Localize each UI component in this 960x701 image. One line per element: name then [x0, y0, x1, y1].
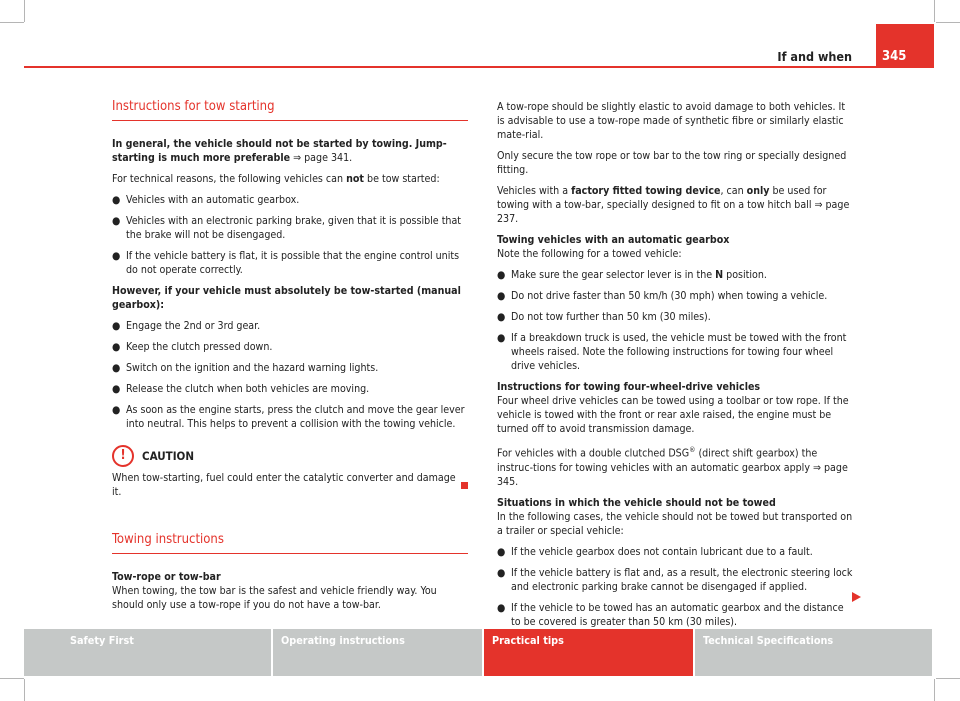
- crop-mark: [0, 678, 24, 679]
- list-item: ● If a breakdown truck is used, the vehicle must be towed with the front wheels raised. Note the following instructions for towing four wheel drive vehicles.: [497, 332, 847, 372]
- footer-tab-operating-instructions[interactable]: Operating instructions: [273, 629, 482, 676]
- list-item: ● Release the clutch when both vehicles are moving.: [112, 383, 370, 395]
- exclamation-circle-icon: !: [112, 445, 134, 467]
- footer-tab-practical-tips[interactable]: Practical tips: [484, 629, 693, 676]
- fwd-heading: Instructions for towing four-wheel-drive vehicles: [497, 381, 761, 393]
- list-item: ● Do not drive faster than 50 km/h (30 mph) when towing a vehicle.: [497, 290, 828, 302]
- list-item: ● If the vehicle to be towed has an automatic gearbox and the distance to be covered is greater than 50 km (30 miles).: [497, 601, 844, 628]
- list-item: ● Switch on the ignition and the hazard warning lights.: [112, 362, 379, 374]
- list-item: ● As soon as the engine starts, press the clutch and move the gear lever into neutral. This helps to prevent a collision with the towing vehicle.: [112, 404, 465, 430]
- chapter-title: If and when: [777, 49, 852, 64]
- header-rule: [24, 66, 934, 68]
- caution-text-row: [112, 471, 468, 499]
- situations-heading: Situations in which the vehicle should not be towed: [497, 496, 776, 509]
- list-item: ● Engage the 2nd or 3rd gear.: [112, 320, 261, 332]
- crop-mark: [936, 22, 960, 23]
- list-item: ● If the vehicle gearbox does not contain lubricant due to a fault.: [497, 545, 813, 558]
- triangle-right-icon: [852, 592, 861, 602]
- footer-nav: [24, 629, 934, 676]
- left-column: [112, 100, 468, 619]
- footer-tab-safety-first[interactable]: Safety First: [24, 629, 271, 676]
- crop-mark: [934, 0, 935, 22]
- list-item: ● Vehicles with an electronic parking brake, given that it is possible that the brake will not be disengaged.: [112, 215, 462, 241]
- list-item: ● Keep the clutch pressed down.: [112, 341, 273, 353]
- situations-intro: In the following cases, the vehicle should not be towed but transported on a trailer or special vehicle:: [497, 510, 853, 537]
- list-item: ● If the vehicle battery is flat and, as a result, the electronic steering lock and electronic parking brake cannot be disengaged if applied.: [497, 566, 853, 593]
- page-number: 345: [876, 24, 934, 68]
- dsg-paragraph: For vehicles with a double clutched DSG® (direct shift gearbox) the instruc-tions for towing vehicles with an automatic gearbox apply ⇒ page 345.: [497, 446, 848, 488]
- auto-gearbox-heading: Towing vehicles with an automatic gearbox: [497, 234, 730, 246]
- towrope-heading: Tow-rope or tow-bar: [112, 571, 221, 583]
- manual-gearbox-heading: However, if your vehicle must absolutely be tow-started (manual gearbox):: [112, 285, 461, 311]
- section-title-towing: Towing instructions: [112, 533, 468, 554]
- square-end-icon: [461, 482, 468, 489]
- crop-mark: [0, 22, 24, 23]
- list-item: ● Make sure the gear selector lever is in the N position.: [497, 269, 767, 281]
- list-item: ● If the vehicle battery is flat, it is possible that the engine control units do not operate correctly.: [112, 250, 460, 276]
- caution-title: CAUTION: [142, 449, 195, 463]
- paragraph: Only secure the tow rope or tow bar to the tow ring or specially designed fitting.: [497, 150, 847, 176]
- intro-paragraph: In general, the vehicle should not be started by towing. Jump-starting is much more preferable ⇒ page 341.: [112, 138, 447, 164]
- crop-mark: [24, 0, 25, 22]
- list-item: ● Vehicles with an automatic gearbox.: [112, 194, 300, 206]
- crop-mark: [24, 679, 25, 701]
- towing-device-paragraph: Vehicles with a factory fitted towing device, can only be used for towing with a tow-bar, specially designed to fit on a tow hitch ball ⇒ page 237.: [497, 185, 850, 225]
- caution-text: When tow-starting, fuel could enter the catalytic converter and damage it.: [112, 472, 456, 498]
- crop-mark: [934, 679, 935, 701]
- right-column: [497, 100, 855, 636]
- towrope-text: When towing, the tow bar is the safest and vehicle friendly way. You should only use a tow-rope if you do not have a tow-bar.: [112, 585, 437, 611]
- paragraph: A tow-rope should be slightly elastic to avoid damage to both vehicles. It is advisable to use a tow-rope made of synthetic fibre or similarly elastic mate-rial.: [497, 101, 846, 141]
- technical-reasons: For technical reasons, the following vehicles can not be tow started:: [112, 173, 440, 185]
- fwd-text: Four wheel drive vehicles can be towed using a toolbar or tow rope. If the vehicle is towed with the front or rear axle raised, the engine must be turned off to avoid transmission damage.: [497, 395, 849, 435]
- caution-header: [112, 445, 468, 467]
- footer-tab-technical-specifications[interactable]: Technical Specifications: [695, 629, 932, 676]
- list-item: ● Do not tow further than 50 km (30 miles).: [497, 311, 711, 323]
- auto-intro: Note the following for a towed vehicle:: [497, 248, 682, 260]
- section-title-tow-starting: Instructions for tow starting: [112, 100, 468, 121]
- crop-mark: [936, 678, 960, 679]
